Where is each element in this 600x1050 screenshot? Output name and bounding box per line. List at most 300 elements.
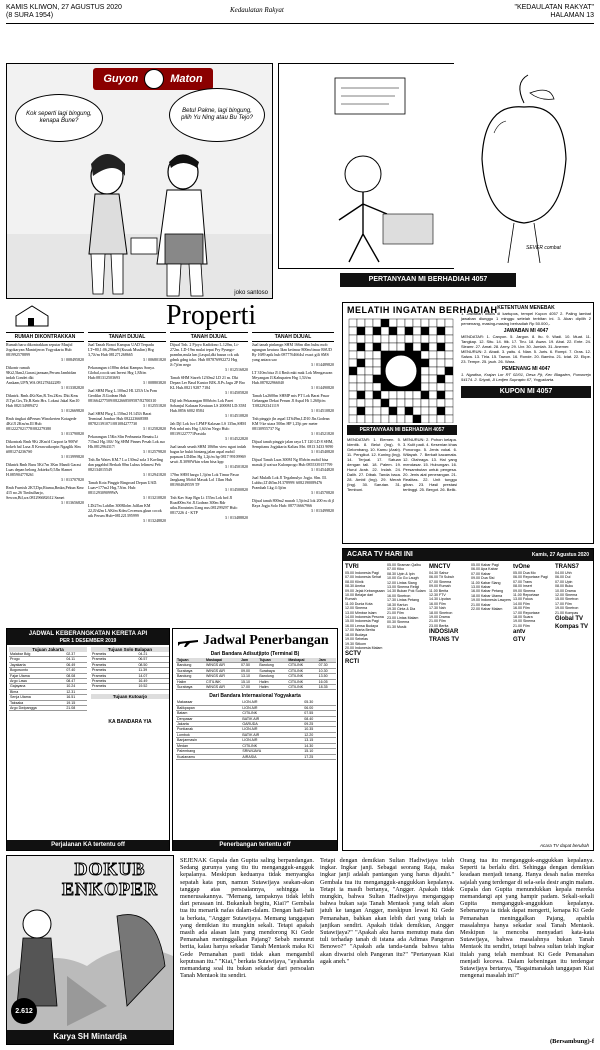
- header-hijri: (8 SURA 1954): [6, 12, 54, 19]
- crossword-cell: [357, 359, 365, 367]
- table-cell: WINGS AIR: [205, 663, 240, 668]
- crossword-cell: [437, 335, 445, 343]
- table-cell: 10.24: [65, 684, 87, 689]
- crossword-cell: [405, 391, 413, 399]
- airplane-icon: [177, 634, 199, 648]
- classified-ad: [6, 365, 84, 390]
- classified-ad: [88, 388, 166, 408]
- kereta-kutoarjo-head: Tujuan Kutoarjo: [91, 694, 169, 699]
- tv-program: 12.00 Sinema: [555, 593, 578, 598]
- table-cell: Bandung: [258, 674, 287, 679]
- table-cell: Makassar: [176, 700, 241, 705]
- contest-signature: SEVER combat: [526, 245, 561, 251]
- penerbangan-schedule: [172, 628, 338, 851]
- classified-ad-text: Tanah Kota Pinggir Ringroad Depan UAD. Luas=177m2 Hrg.7Jt/m. Hub: 081129309099WA: [88, 480, 158, 495]
- crossword-cell: [381, 407, 389, 415]
- table-cell: Senja Utama: [9, 695, 65, 700]
- crossword-cell: [413, 343, 421, 351]
- table-cell: Pontianak: [176, 727, 241, 732]
- table-cell: GARUDA: [241, 722, 303, 727]
- table-cell: 17.00: [240, 685, 258, 690]
- crossword-title: MELATIH INGATAN BERHADIAH: [347, 305, 498, 315]
- properti-col-head: RUMAH DIKONTRAKKAN: [6, 332, 84, 342]
- crossword-cell: [429, 375, 437, 383]
- table-cell: Banjarmasin: [176, 738, 241, 743]
- tv-schedule-list: [513, 571, 553, 628]
- tv-program: 18.30 Kartun: [387, 602, 408, 607]
- crossword-cell: [437, 319, 445, 327]
- tv-program: 20.00 Indonesia Malam: [345, 645, 383, 650]
- table-cell: 19.52: [137, 684, 169, 689]
- table-cell: Progo: [9, 657, 65, 662]
- classified-ad-text: Pekarangan 15Kn Slin Perbunnia Renatu.Lt 715m2 Hg.10Jt/ Ng SHM Pinnes Pesah Lok aso Hh.0812964317/: [88, 434, 166, 449]
- properti-col-ads: [252, 342, 334, 513]
- tv-channel-logo: antv: [513, 629, 526, 636]
- classified-ad: [252, 457, 334, 472]
- table-cell: Halim: [176, 679, 205, 684]
- tv-program: 10.00 Belajar dari Rumah: [345, 593, 374, 602]
- crossword-cell: [429, 351, 437, 359]
- kereta-subtitle: PER 1 DESEMBER 2019: [7, 638, 169, 645]
- table-row: [176, 754, 336, 759]
- contest-drawing-1-art: [279, 64, 455, 268]
- acara-tv-col-5: [513, 563, 553, 644]
- tv-channel-logo: GTV: [513, 637, 526, 644]
- crossword-cell: [437, 367, 445, 375]
- crossword-cell: [381, 343, 389, 351]
- crossword-cell: [381, 399, 389, 407]
- crossword-cell: [357, 351, 365, 359]
- crossword-pemenang-text: 1. Ngadiso, Krajan Lor RT 02/01, Desa Pjt, Kec Blagalen, Purworejo 54174. 2. Sriyati, Jl Ledjen Suprapto 67, Yogyakarta.: [461, 372, 591, 382]
- crossword-cell: [429, 327, 437, 335]
- table-cell: BATIK AIR: [241, 732, 303, 737]
- crossword-cell: [437, 343, 445, 351]
- classified-ad-text: Tanah SHM Siareh 1230m2 LD 21 m. Dkt Depan Ler Basd Kantor BJK.Jl.Ps Jagu 2P Bro KL Hub.0821 9287 7184: [170, 375, 246, 390]
- tv-program: 11.00 Reportase: [513, 593, 540, 598]
- classified-ad-text: Tnh Jln Wates KM.7 Lu 130m2 sola 3 Kavling dan pagabhd Berkah 80m Lubus lelimesi Peb 082134015549: [88, 457, 164, 472]
- table-cell: CITILINK: [287, 679, 317, 684]
- classified-ad: [252, 475, 334, 495]
- classified-ad-code: 3 / 014521820: [310, 431, 334, 436]
- crossword-cell: [389, 335, 397, 343]
- crossword-cell: [349, 367, 357, 375]
- crossword-cell: [429, 343, 437, 351]
- table-header-cell: Tujuan: [176, 658, 205, 663]
- classified-ad-code: 3 / 012669820: [60, 408, 84, 413]
- tv-program: 07.00 Indonesia Sehat: [345, 575, 381, 580]
- table-cell: 16.49: [137, 679, 169, 684]
- crossword-cell: [405, 335, 413, 343]
- tv-program: 19.30 Cinta & Dia: [387, 607, 416, 612]
- tv-channel-logo: Kompas TV: [555, 624, 589, 631]
- tv-program: 09.00 Jejak Kebangsaan: [345, 588, 385, 593]
- classified-ad-code: 3 / 014501820: [224, 464, 248, 469]
- acara-tv-col-3: [429, 563, 469, 644]
- tv-program: 05.00 Indonesia Pagi: [345, 571, 379, 575]
- tv-channel-logo: SCTV: [345, 651, 362, 658]
- classified-ad-code: 3 / 008803820: [142, 380, 166, 385]
- crossword-cell: [373, 367, 381, 375]
- classified-ad-code: 3 / 013999820: [60, 454, 84, 459]
- crossword-cell: [365, 351, 373, 359]
- table-cell: Argo Dwipangga: [9, 706, 65, 711]
- crossword-section: [342, 302, 594, 544]
- tv-program: 10.00 Go Go Laugh: [387, 576, 419, 581]
- classified-ad: [170, 472, 248, 492]
- classified-ad-code: 3 / 012551820: [142, 403, 166, 408]
- classified-ad-code: 3 / 014510820: [224, 413, 248, 418]
- table-cell: Balikpapan: [176, 705, 241, 710]
- table-cell: 15.10: [303, 749, 336, 754]
- table-cell: LION AIR: [241, 700, 303, 705]
- classified-ad: [88, 457, 166, 477]
- classified-ad: [6, 393, 84, 413]
- table-cell: 17.25: [303, 754, 336, 759]
- crossword-cell: [413, 415, 421, 423]
- tv-schedule-list: [387, 563, 427, 629]
- crossword-cell: [445, 351, 453, 359]
- table-cell: Gajayana: [9, 684, 65, 689]
- classified-ad-code: 3 / 013210820: [142, 495, 166, 500]
- crossword-cell: [437, 359, 445, 367]
- crossword-cell: [373, 359, 381, 367]
- crossword-cell: [413, 351, 421, 359]
- classified-ad-text: Dijual tanah 800m2 murah 1,5jt/m2 lok 200 m di jl Raya Jogja Solo Hub: 087716667966: [252, 498, 334, 508]
- header-right-block: [514, 4, 594, 20]
- tv-program: 08.30 Aneka: [345, 584, 365, 589]
- classified-ad-text: LDi27m Lahflm 300Rlolm Jalflan KM 22,Jl/d2m LAKfm Kdm.Cecemos.gkun cocok utk Perum Hub=081221395999: [88, 503, 162, 518]
- table-cell: Prameks: [91, 662, 137, 667]
- header-page-number: HALAMAN 13: [550, 12, 594, 19]
- tv-program: 19.00 Sinetron: [555, 606, 579, 611]
- crossword-cell: [365, 335, 373, 343]
- classified-ad-code: 3 / 012579820: [142, 449, 166, 454]
- crossword-cell: [421, 383, 429, 391]
- crossword-cell: [373, 351, 381, 359]
- tv-program: 09.00 Rumah: [429, 584, 451, 589]
- story-col-3: Orang tua itu mengangguk-anggukkan kepalanya. Seperti ia berlalu diri. Sehingga dengan demikian keadaan menjadi tenang. Hanya desah nafas mereka sajalah yang terdengar di sela-sela desir angin malam. Gupala dan Gupita menundukkan kepala mereka memandangi api yang hampir padam. Sekali-sekali Gupita mengangguk-anggukkan kepalanya. Sebenarnya ia tidak dapat mengerti, kenapa Ki Gede Pemanahan meninggalkan Pajang, apabila masalahnya hanya sekadar soal Tanah Mentaok. Meskipun ia mencoba menyadari kata-kata Sutawijaya, bahwa masalahnya bukan Tanah Mentaok itu sendiri, tetapi bahwa sultan telah ingkar itulah yang telah membuat Ki Gede Pemanahan menjadi kecewa. Dalam kebeningan itu terdengar Sutawijaya bertanya, "Bagaimanakah tanggapan Kiai mengenai masalah ini?": [460, 857, 594, 980]
- classified-ad-text: Jual SHM Pkrg L.100m2 Hl.125Jt Un Pom Gerdikn Jl.Godean Hub 081664277509/0822668509587/82700310: [88, 388, 158, 403]
- table-cell: 16.05: [318, 679, 336, 684]
- table-cell: Prameks: [91, 673, 137, 678]
- tv-program: 16.00 Kabar Petang: [471, 589, 503, 594]
- classified-ad-text: Dikontrak Rmh 9Kt 2Km/d Carport la 900W bokeh hal Lusa Jl Kerawutkorpin Ngaglik Slm #0812742367S0: [6, 439, 81, 454]
- crossword-cell: [357, 399, 365, 407]
- crossword-cell: [381, 383, 389, 391]
- crossword-cell: [365, 359, 373, 367]
- classified-ad-code: 3 / 014570820: [310, 490, 334, 495]
- table-cell: LION AIR: [241, 738, 303, 743]
- crossword-cell: [357, 327, 365, 335]
- crossword-cell: [445, 383, 453, 391]
- table-cell: 08.47: [65, 679, 87, 684]
- table-row: [176, 685, 336, 690]
- crossword-cell: [405, 327, 413, 335]
- acara-tv-col-6: [555, 563, 593, 631]
- tv-channel-logo: Global TV: [555, 616, 584, 623]
- tv-program: 06.00 Dul: [555, 575, 571, 580]
- tv-program: 14.00 Film: [513, 601, 530, 606]
- crossword-side-panel: [461, 305, 591, 398]
- tv-schedule-list: [429, 571, 469, 628]
- crossword-ketentuan-text: 1. Jawaban ditulis di kartupos, tempel Kupon 4057 2. Paling lambat jawaban diunggu 1 minggu setelah terbitan ini. 3. Akan dipilih 2 pemenang, masing-masing berhadiah Rp 50.000,-: [461, 311, 591, 326]
- classified-ad-text: Jual tanah seunh SHM 1060m view ngari indah bagus ke bukit bintang,jalan aspal mobil papasan LD40m Hg 1,2jt/m hp 0817 99109969 sawit Jl.3090Wkin wkm bisa kpp: [170, 444, 247, 464]
- story-col-2: Tetapi dengan demikian Sultan Hadiwijaya telah ingkar. Ingkar janji. Sebagai seorang Raja, maka ingkar janji adalah pantangan yang harus dijauhi." Gembala tua itu mengangguk-anggukkan kepalanya. Tetapi ia masih bertanya, "Angger. Apakah tidak mungkin, bahwa Sultan Hadiwijaya menganggap bahwa bukan saja Tanah Mentaok yang telah akan jatuh ke tangan Angger, meskipun lewat Ki Gede Pemanahan, bahkan akan lebih dari yang telah ia janjikan sendiri. Apakah tidak demikian, Angger Sutawijaya?" "Apakah aku harus menutup mata dan tuli terhadap tanah di istana ada Adimas Pangeran Benowo?" "Apakah ada tanda-tanda bahwa tahta akan diwarisi oleh Pangeran itu?" "Pertanyaan Kiai agak aneh.": [320, 857, 454, 965]
- crossword-cell: [381, 319, 389, 327]
- properti-title: Properti: [166, 300, 257, 331]
- kereta-right-rows: [91, 652, 169, 690]
- crossword-cell: [357, 415, 365, 423]
- table-cell: 14.30: [303, 743, 336, 748]
- crossword-cell: [365, 375, 373, 383]
- crossword-cell: [429, 391, 437, 399]
- table-cell: 07.40: [65, 668, 87, 673]
- tv-program: 21.00 Film: [513, 623, 530, 628]
- crossword-cell: [357, 335, 365, 343]
- table-cell: 09.25: [303, 722, 336, 727]
- classified-ad-code: 3 / 014510820: [310, 408, 334, 413]
- crossword-cell: [437, 391, 445, 399]
- crossword-cell: [349, 383, 357, 391]
- comic-bubble-right: Betul Pakne, lagi bingung, pilih Yu Ning atau Bu Tejo?: [169, 88, 265, 142]
- tv-program: 07.00 Kabar: [471, 571, 491, 576]
- classified-ad-code: 3 / 013488820: [224, 515, 248, 520]
- crossword-cell: [365, 319, 373, 327]
- properti-col-ads: [170, 342, 248, 520]
- classified-ad-code: 3 / 013707820: [60, 477, 84, 482]
- penerbangan-table: [176, 658, 336, 690]
- crossword-cell: [421, 407, 429, 415]
- classified-ad: [170, 444, 248, 469]
- classified-ad: [170, 398, 248, 418]
- tv-program: 15.00 Indonesia Pagi: [345, 619, 379, 624]
- crossword-banner: PERTANYAAN MI BERHADIAH 4057: [347, 425, 457, 435]
- tv-program: 18.00 Budaya: [345, 632, 368, 637]
- crossword-cell: [421, 375, 429, 383]
- crossword-cell: [381, 327, 389, 335]
- tv-program: 17.30 Nah: [429, 606, 446, 611]
- classified-ad-text: Jual Tanah Bonoi Kampus UAD Terpadu LT=80,1:06,296m9/(Kusuk Muslim) Hrg 3,7Jt/m Hub 081271268665: [88, 342, 154, 357]
- tv-program: 18.00 Suara: [513, 615, 533, 620]
- crossword-cell: [413, 335, 421, 343]
- properti-col-head: TANAH DIJUAL: [170, 332, 248, 342]
- table-cell: Halim: [258, 685, 287, 690]
- story-continued: (Bersambung)-f: [549, 1038, 594, 1045]
- crossword-cell: [389, 327, 397, 335]
- crossword-cell: [437, 327, 445, 335]
- tv-program: 13.00 Kabar: [471, 585, 491, 590]
- tv-program: 07.00 Upin: [555, 579, 573, 584]
- crossword-cell: [445, 335, 453, 343]
- classified-ad-code: 3 / 008495820: [60, 357, 84, 362]
- contest-drawing-1: [278, 63, 456, 269]
- table-cell: 06.57: [137, 657, 169, 662]
- classified-ad: [170, 495, 248, 520]
- table-cell: 13.10: [240, 674, 258, 679]
- crossword-cell: [413, 399, 421, 407]
- classified-ad: [252, 416, 334, 436]
- crossword-cell: [349, 343, 357, 351]
- comic-guyon-maton: [6, 63, 273, 299]
- penerbangan-table-2: [176, 700, 336, 759]
- table-cell: LION AIR: [241, 705, 303, 710]
- tv-program: 05.00 Dua Mo: [513, 571, 536, 575]
- tv-program: 14.30 Liputan: [429, 597, 451, 602]
- classified-ad-code: 3 / 014489820: [310, 362, 334, 367]
- crossword-cell: [429, 367, 437, 375]
- tv-program: 08.00 Klinik: [345, 579, 364, 584]
- table-cell: Denpasar: [176, 716, 241, 721]
- classified-ad-code: 3 / 013790820: [60, 431, 84, 436]
- crossword-cell: [445, 375, 453, 383]
- tv-program: 13.00 Fokus: [513, 597, 533, 602]
- tv-program: 17.30 Lintas Petang: [387, 598, 419, 603]
- table-cell: Bandung: [258, 663, 287, 668]
- tv-program: 11.00 Dunia Kota: [345, 601, 373, 606]
- kereta-right-table: [91, 647, 169, 725]
- tv-channel-logo: TVRI: [345, 564, 359, 570]
- table-cell: Batam: [176, 711, 241, 716]
- crossword-cell: [349, 351, 357, 359]
- table-cell: CITILINK: [205, 679, 240, 684]
- crossword-cell: [421, 359, 429, 367]
- crossword-cell: [373, 399, 381, 407]
- table-cell: Prameks: [91, 652, 137, 657]
- table-cell: 12.20: [303, 732, 336, 737]
- classified-ad-text: Dijual Tanah Luas 300M Ng 85rb/m mobil bisa masuk jl waiwa Kulonprogo Hub 0855339157799: [252, 457, 333, 467]
- crossword-cell: [349, 375, 357, 383]
- table-header-cell: Jam: [240, 658, 258, 663]
- table-cell: Bogowonto: [9, 668, 65, 673]
- penerbangan-subtitle-1: Dari Bandara Adisutjipto (Terminal B): [210, 651, 300, 657]
- table-cell: Jayakarta: [9, 662, 65, 667]
- crossword-cell: [421, 367, 429, 375]
- classified-ad-text: 170m SHM harga 1,3jt/m Lok Timur Pasar Jangkang Mobil Masuk Lol 11km Hub 081904049559 TF: [170, 472, 239, 487]
- crossword-cell: [413, 327, 421, 335]
- table-header-cell: Maskapai: [287, 658, 317, 663]
- contest-banner: PERTANYAAN MI BERHADIAH 4057: [340, 273, 516, 287]
- properti-columns: [6, 332, 336, 624]
- crossword-cell: [373, 335, 381, 343]
- tv-program: 13.00 Sinema Religi: [387, 585, 420, 590]
- acara-tv-header: [343, 549, 593, 561]
- table-cell: Palembang: [176, 749, 241, 754]
- classified-ad: [170, 342, 248, 372]
- tv-program: 19.00 Indonesia Lawyers: [471, 598, 511, 603]
- table-cell: Malabar Bdg: [9, 652, 65, 657]
- classified-ad-code: 3 / 014522820: [224, 436, 248, 441]
- tv-program: 08.00 Insert: [513, 584, 532, 589]
- crossword-cell: [397, 407, 405, 415]
- crossword-cell: [373, 383, 381, 391]
- crossword-cell: [445, 407, 453, 415]
- tv-program: 23.00 Lintas Malam: [387, 615, 419, 620]
- crossword-ketentuan-title: KETENTUAN MENEBAK: [497, 305, 555, 311]
- classified-ad: [88, 342, 166, 362]
- table-cell: Bandung: [176, 663, 205, 668]
- crossword-cell: [389, 391, 397, 399]
- tv-program: 12.30 FTV: [429, 593, 446, 598]
- classified-ad: [88, 365, 166, 385]
- classified-ad: [252, 393, 334, 413]
- tv-program: 06.00 Apa Kabar: [471, 567, 498, 572]
- crossword-cell: [421, 351, 429, 359]
- crossword-cell: [381, 415, 389, 423]
- table-cell: 11.39: [137, 668, 169, 673]
- crossword-cell: [373, 391, 381, 399]
- tv-program: 07.00 Sinema: [429, 579, 452, 584]
- crossword-cell: [405, 407, 413, 415]
- tv-program: 22.00 Kabar Malam: [471, 607, 503, 612]
- classified-ad: [88, 503, 166, 523]
- classified-ad-code: 3 / 014505820: [224, 390, 248, 395]
- tv-program: 11.00 Berita: [429, 588, 449, 593]
- classified-ad: [252, 370, 334, 390]
- tv-program: 04.00 Uhh: [555, 571, 572, 575]
- acara-tv-date: Kamis, 27 Agustus 2020: [531, 552, 589, 558]
- classified-ad-text: Rumah baru dikontrakkan seputar Masjid Jogokaryan Mantrijeron Yogyakarta Hub 081992578899: [6, 342, 73, 357]
- contest-drawing-2-art: [454, 63, 594, 269]
- classified-ad: [252, 498, 334, 513]
- tv-program: 01.30 Musik: [387, 624, 407, 629]
- crossword-cell: [445, 367, 453, 375]
- classified-ad-text: Dikntrk Rmh Baru 5Kt/7m 3Km Mandi Garasi Luas depan belong Jokteks/0,5Jln Slamet H.085904778261: [6, 462, 82, 477]
- tv-schedule-list: [555, 571, 593, 615]
- table-cell: CITILINK: [287, 668, 317, 673]
- tv-program: 21.00 Film: [387, 611, 404, 616]
- table-cell: Medan: [176, 743, 241, 748]
- crossword-cell: [413, 319, 421, 327]
- crossword-cell: [389, 319, 397, 327]
- classified-ad-code: 3 / 014500820: [224, 487, 248, 492]
- crossword-emblem-icon: [385, 355, 417, 387]
- crossword-cell: [373, 319, 381, 327]
- table-cell: 09.00: [240, 668, 258, 673]
- acara-tv-col-2: [387, 563, 427, 629]
- table-cell: CITILINK: [241, 743, 303, 748]
- table-cell: Prameks: [91, 679, 137, 684]
- table-cell: 02.37: [65, 652, 87, 657]
- story-col-1: SEJENAK Gupala dan Gupita saling berpandangan. Sedang gurunya yang tiu tiu mengangguk-angguk kepalanya. Meskipun keduanya tidak menyangka sepatah kata pun, namun Sutawijaya seakan-akan tanggap atas persoalannya, sehingga ia menerusakannya. "Memang, tampaknya tidak lebih dari perasaan ini. Bukankah begitu, Kiai?" Gembala tua itu menarik nafas dalam-dalam. Dengan hati-hati ia berkata, "Angger Sutawijaya. Memang tanggapan yang demikian itu mungkin sekali. Tetapi apakah masih ada alasan lain yang mendorong Ki Gede Pemanahan meninggalkan Pajang? Sebab menurut berita, kalau hanya sekadar Tanah Mentaok maka Ki Gede Pemanahan pasti tidak akan mengambil keputusan itu." "Kiai," berkata Sutawijaya, "ayahanda memandang soal itu bukan sekadar dari persoalan Tanah Mentaok itu sendiri.: [180, 857, 314, 980]
- crossword-cell: [397, 335, 405, 343]
- table-row: [9, 706, 87, 711]
- contest-drawing-2: [454, 63, 594, 269]
- crossword-cell: [421, 319, 429, 327]
- classified-ad-text: Tnh Kav Siap Bgn Lt 155m Lok brd Jl Road00m Srt Jl.Godean 300m Rdr utku.Rroutnim.Uang nus.081299297 Hub: 0817226 4 - KTP: [170, 495, 238, 515]
- crossword-cell: [437, 399, 445, 407]
- table-cell: LION AIR: [241, 727, 303, 732]
- table-cell: Prameks: [91, 657, 137, 662]
- classified-ad: [6, 416, 84, 436]
- crossword-cell: [381, 351, 389, 359]
- kereta-schedule: [6, 628, 170, 851]
- crossword-cell: [445, 319, 453, 327]
- table-cell: 08.50: [137, 662, 169, 667]
- table-cell: Lombok: [176, 732, 241, 737]
- classified-ad-code: 3 / 012582820: [142, 426, 166, 431]
- tv-program: 19.00 Sinema: [513, 619, 536, 624]
- crossword-cell: [349, 415, 357, 423]
- table-header-cell: Tujuan: [258, 658, 287, 663]
- tv-program: 16.00 Sinetron: [387, 593, 411, 598]
- classified-ad-code: 3 / 012941820: [142, 472, 166, 477]
- crossword-cell: [357, 407, 365, 415]
- tv-program: 21.00 Kabar: [471, 602, 491, 607]
- table-cell: 13.15: [303, 738, 336, 743]
- classified-ad-text: Dikontr rumah 9Kt2,5km2,Garasi,jamuan,Perum Jambidan indah Condet dkt Anskam,UPN,WA.081278442289: [6, 365, 77, 385]
- table-cell: 04.11: [65, 657, 87, 662]
- classified-ad-code: 3 / 012516820: [224, 367, 248, 372]
